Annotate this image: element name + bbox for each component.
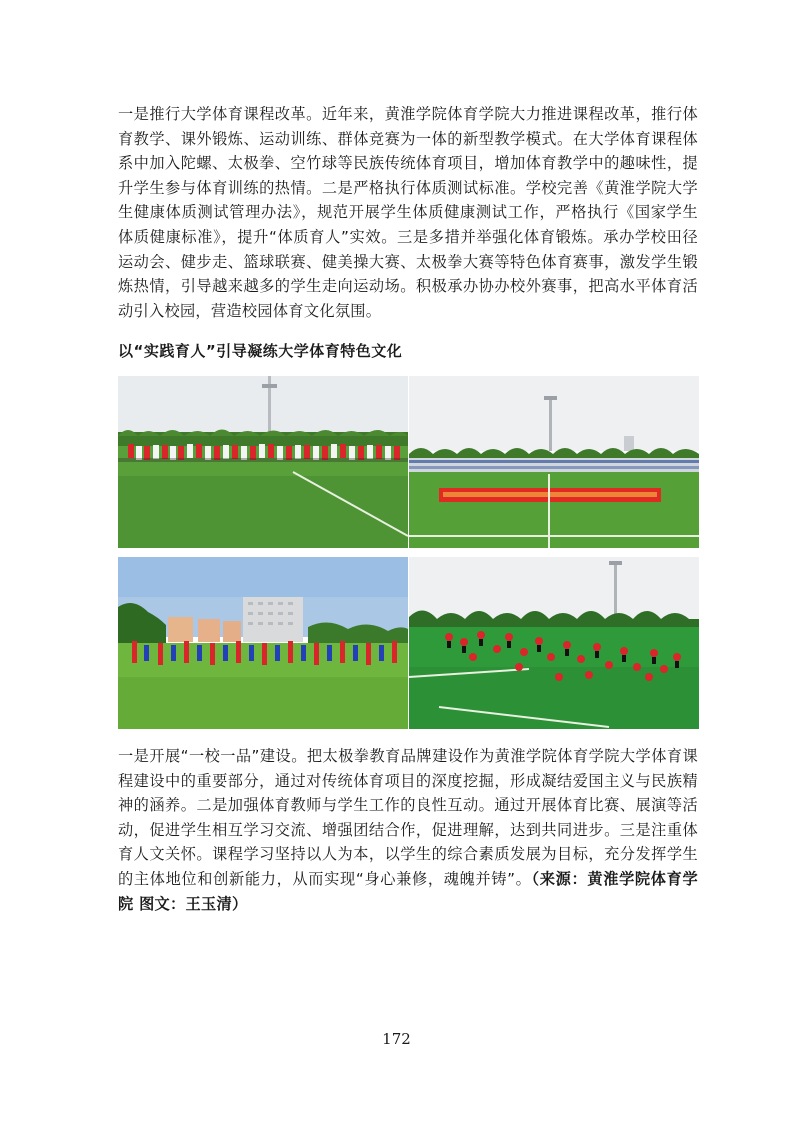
photo-red-group-on-turf [409,557,699,729]
paragraph-1: 一是推行大学体育课程改革。近年来，黄淮学院体育学院大力推进课程改革，推行体育教学、课外锻炼、运动训练、群体竞赛为一体的新型教学模式。在大学体育课程体系中加入陀螺、太极拳、空竹球等民族传统体育项目，增加体育教学中的趣味性，提升学生参与体育训练的热情。二是严格执行体质测试标准。学校完善《黄淮学院大学生健康体质测试管理办法》，规范开展学生体质健康测试工作，严格执行《国家学生体质健康标准》，提升“体质育人”实效。三是多措并举强化体育锻炼。承办学校田径运动会、健步走、篮球联赛、健美操大赛、太极拳大赛等特色体育赛事，激发学生锻炼热情，引导越来越多的学生走向运动场。积极承办协办校外赛事，把高水平体育活动引入校园，营造校园体育文化氛围。 [118,105,698,320]
page-number: 172 [382,1030,411,1048]
paragraph-2 [118,744,698,916]
photo-red-blue-performance [118,557,408,729]
section-heading: 以“实践育人”引导凝练大学体育特色文化 [118,342,403,360]
photo-formation-with-banner [409,376,699,548]
paragraph-2-text: 一是开展“一校一品”建设。把太极拳教育品牌建设作为黄淮学院体育学院大学体育课程建设中的重要部分，通过对传统体育项目的深度挖掘，形成凝结爱国主义与民族精神的涵养。二是加强体育教师与学生工作的良性互动。通过开展体育比赛、展演等活动，促进学生相互学习交流、增强团结合作，促进理解，达到共同进步。三是注重体育人文关怀。课程学习坚持以人为本，以学生的综合素质发展为目标，充分发挥学生的主体地位和创新能力，从而实现“身心兼修，魂魄并铸”。 [118,747,698,888]
photo-taichi-group-red-white [118,376,408,548]
source-note: （来源：黄淮学院体育学院 图文：王玉清） [118,869,698,913]
